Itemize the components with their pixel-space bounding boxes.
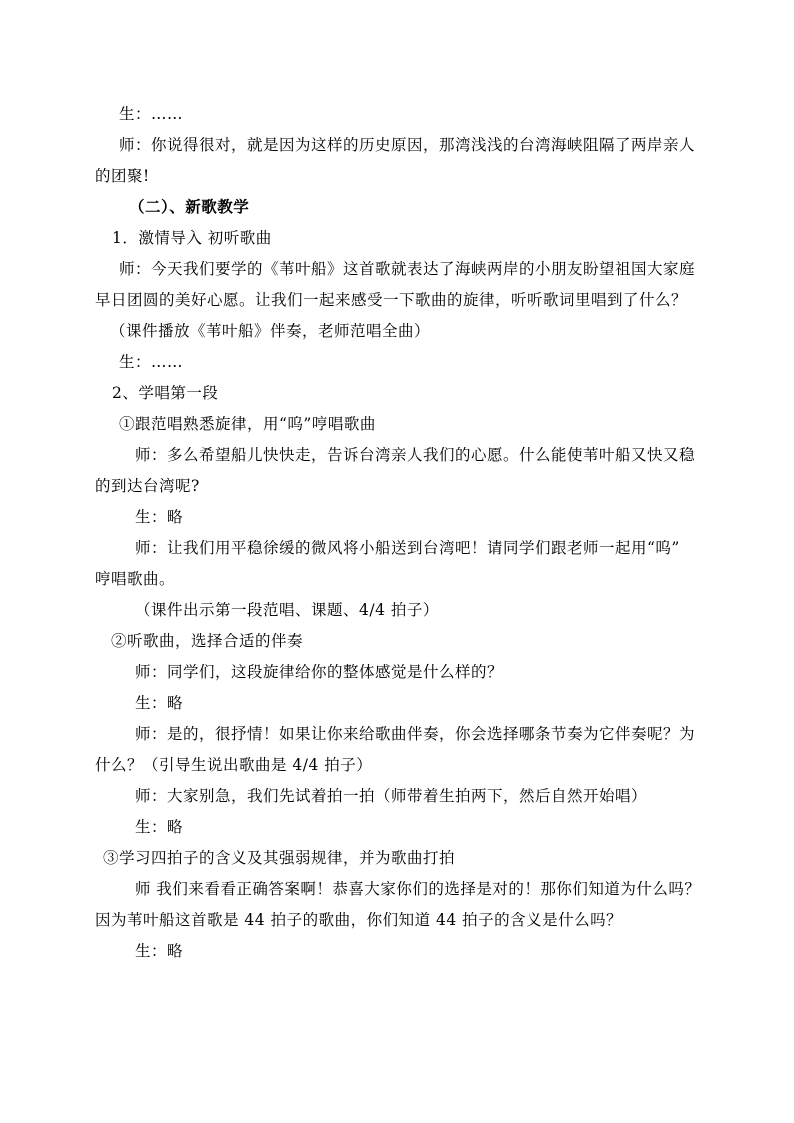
text-line: 的团聚!	[95, 167, 150, 185]
text-line: 生：……	[119, 105, 184, 123]
text-line: 的到达台湾呢?	[95, 477, 200, 495]
text-line: 生：略	[135, 508, 184, 526]
text-line: 因为苇叶船这首歌是 44 拍子的歌曲，你们知道 44 拍子的含义是什么吗？	[95, 911, 623, 929]
text-line: ①跟范唱熟悉旋律，用“呜”哼唱歌曲	[119, 415, 376, 433]
section-heading: （二）、新歌教学	[129, 197, 250, 216]
text-line: 生：略	[135, 818, 184, 836]
subsection-heading: 1．激情导入 初听歌曲	[112, 229, 272, 247]
text-line: 师：你说得很对，就是因为这样的历史原因，那湾浅浅的台湾海峡阻隔了两岸亲人	[119, 136, 696, 154]
text-line: 生：……	[119, 353, 184, 371]
text-line: ②听歌曲，选择合适的伴奏	[111, 632, 304, 650]
text-line: 师：同学们，这段旋律给你的整体感觉是什么样的？	[135, 663, 504, 681]
text-line: 生：略	[135, 694, 184, 712]
text-line: （课件播放《苇叶船》伴奏，老师范唱全曲）	[110, 322, 431, 340]
text-line: ③学习四拍子的含义及其强弱规律，并为歌曲打拍	[103, 849, 456, 867]
text-line: 哼唱歌曲。	[95, 570, 176, 588]
text-line: （课件出示第一段范唱、课题、4/4 拍子）	[135, 601, 439, 619]
subsection-heading: 2、学唱第一段	[112, 384, 219, 402]
text-line: 师：多么希望船儿快快走，告诉台湾亲人我们的心愿。什么能使苇叶船又快又稳	[135, 446, 696, 464]
text-line: 师：让我们用平稳徐缓的微风将小船送到台湾吧！请同学们跟老师一起用“呜”	[135, 539, 680, 557]
text-line: 师 我们来看看正确答案啊！恭喜大家你们的选择是对的！那你们知道为什么吗？	[135, 880, 701, 898]
text-line: 师：是的，很抒情！如果让你来给歌曲伴奏，你会选择哪条节奏为它伴奏呢？为	[135, 725, 696, 743]
text-line: 师：大家别急，我们先试着拍一拍（师带着生拍两下，然后自然开始唱）	[135, 787, 648, 805]
text-line: 生：略	[135, 942, 184, 960]
text-line: 师：今天我们要学的《苇叶船》这首歌就表达了海峡两岸的小朋友盼望祖国大家庭	[119, 260, 696, 278]
text-line: 早日团圆的美好心愿。让我们一起来感受一下歌曲的旋律，听听歌词里唱到了什么？	[95, 291, 688, 309]
text-line: 什么？（引导生说出歌曲是 4/4 拍子）	[95, 756, 373, 774]
